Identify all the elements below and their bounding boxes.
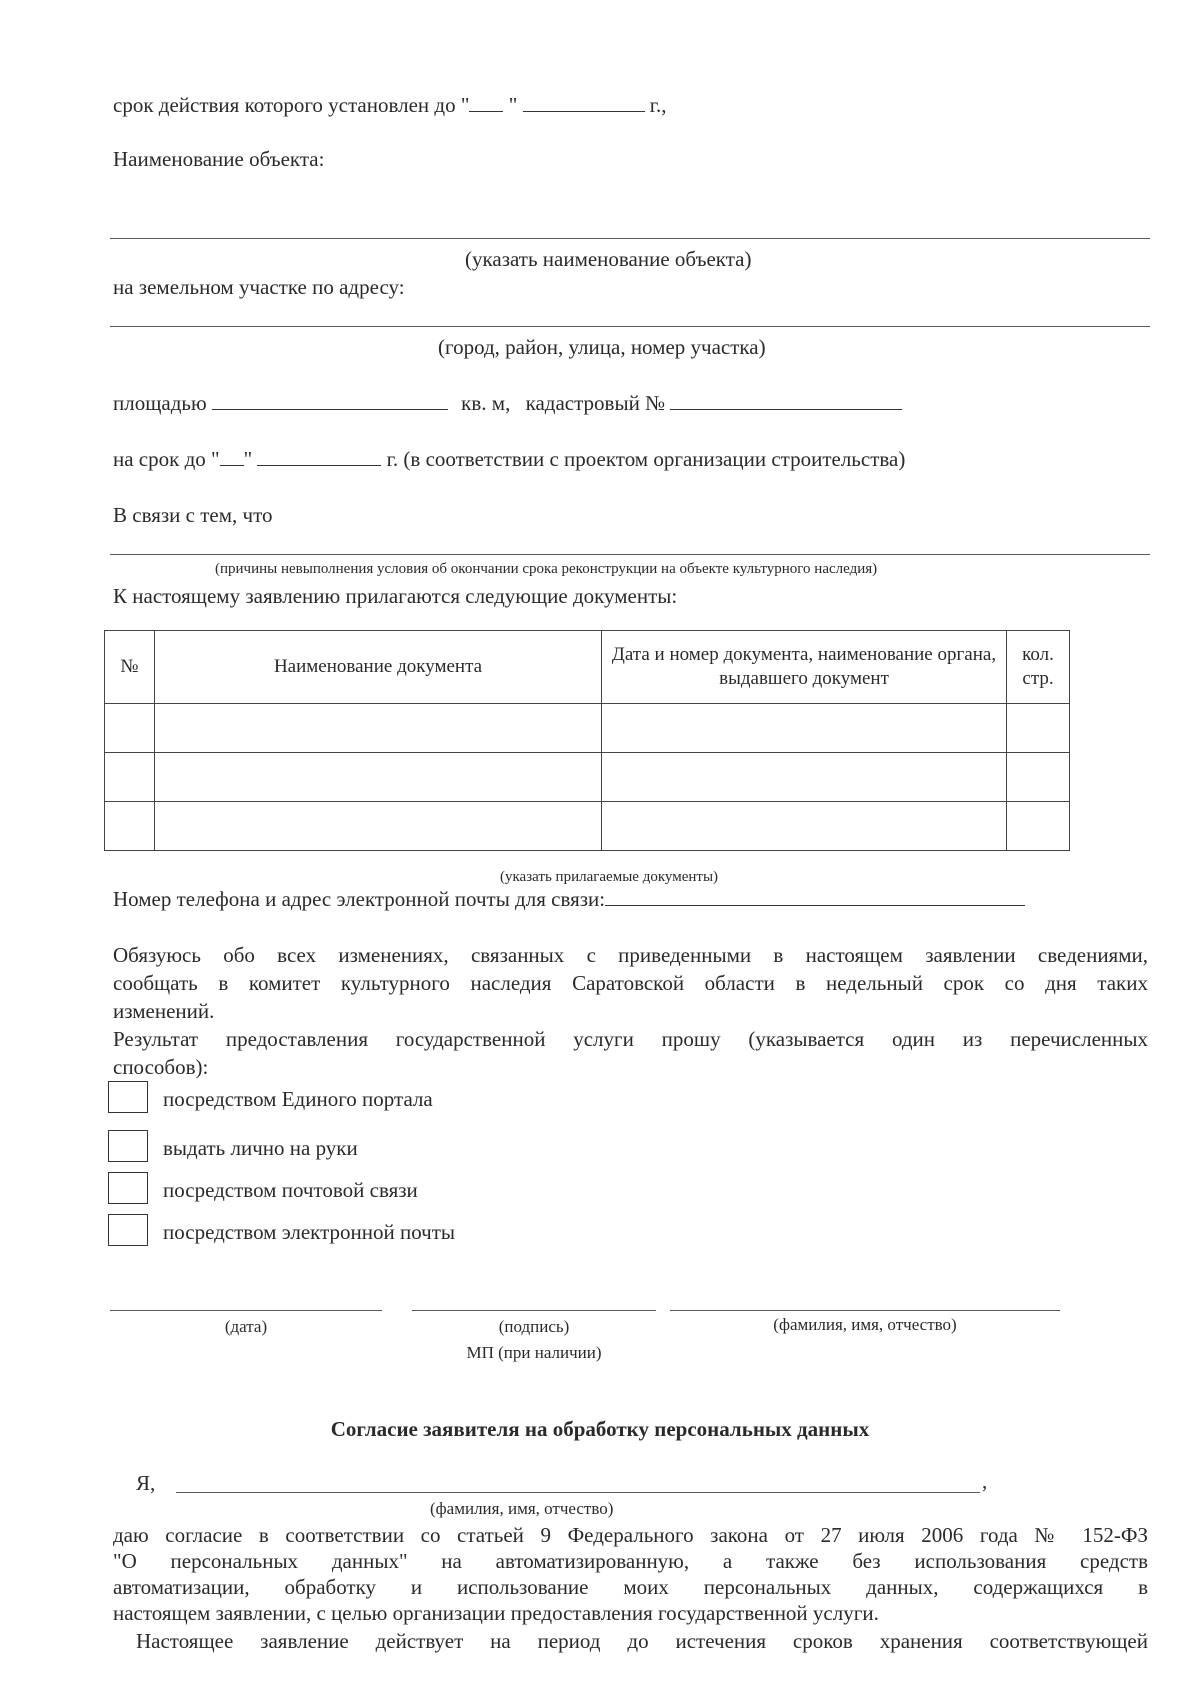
- table-header-row: [105, 631, 1070, 704]
- sign-caption: (подпись): [498, 1317, 570, 1336]
- object-label: Наименование объекта:: [113, 147, 325, 171]
- consent-line-4: настоящем заявлении, с целью организации предоставления государственной услуги.: [113, 1601, 879, 1625]
- term-quote-close: ": [243, 447, 253, 471]
- table-cell[interactable]: [105, 704, 155, 753]
- validity-line: [113, 92, 667, 118]
- option-email-checkbox[interactable]: [108, 1214, 148, 1246]
- obligation-line-1: Обязуюсь обо всех изменениях, связанных с приведенными в настоящем заявлении сведениями,: [113, 943, 1148, 967]
- cadastral-label: кадастровый №: [525, 391, 666, 415]
- table-cell[interactable]: [155, 802, 602, 851]
- consent-title: Согласие заявителя на обработку персональных данных: [330, 1417, 870, 1441]
- area-label: площадью: [113, 391, 207, 415]
- quote-open: ": [460, 93, 470, 117]
- validity-text: срок действия которого установлен до: [113, 93, 456, 117]
- address-hint: (город, район, улица, номер участка): [438, 335, 766, 359]
- name-caption-wrap: [670, 1316, 1060, 1334]
- contact-label: Номер телефона и адрес электронной почты для связи:: [113, 887, 606, 911]
- stamp-caption-wrap: [412, 1344, 656, 1362]
- consent-line-2: "О персональных данных" на автоматизированную, а также без использования средств: [113, 1549, 1148, 1573]
- col-pages: кол. стр.: [1007, 631, 1070, 704]
- term-prefix: на срок до ": [113, 447, 220, 471]
- contact-line: [113, 886, 1025, 912]
- date-line[interactable]: [110, 1310, 382, 1311]
- option-in-person-checkbox[interactable]: [108, 1130, 148, 1162]
- attachments-hint: (указать прилагаемые документы): [500, 869, 719, 885]
- quote-close: ": [508, 93, 518, 117]
- consent-i-label: Я,: [136, 1471, 156, 1495]
- table-row: [105, 753, 1070, 802]
- day-blank[interactable]: [469, 93, 503, 112]
- table-cell[interactable]: [1007, 802, 1070, 851]
- object-name-line[interactable]: [110, 238, 1150, 239]
- table-cell[interactable]: [105, 802, 155, 851]
- term-suffix: г. (в соответствии с проектом организации строительства): [386, 447, 906, 471]
- table-cell[interactable]: [155, 753, 602, 802]
- object-hint: (указать наименование объекта): [465, 247, 752, 271]
- attachments-intro: К настоящему заявлению прилагаются следующие документы:: [113, 584, 678, 608]
- year-suffix: г.,: [649, 93, 667, 117]
- date-caption: (дата): [224, 1317, 268, 1336]
- col-number: №: [105, 631, 155, 704]
- consent-line-3: автоматизации, обработку и использование моих персональных данных, содержащихся в: [113, 1575, 1148, 1599]
- reason-label: В связи с тем, что: [113, 503, 273, 527]
- option-in-person-label: выдать лично на руки: [163, 1136, 358, 1160]
- reason-hint: (причины невыполнения условия об окончании срока реконструкции на объекте культурного наследия): [215, 561, 878, 577]
- result-line-1: Результат предоставления государственной услуги прошу (указывается один из перечисленных: [113, 1027, 1148, 1051]
- table-cell[interactable]: [602, 704, 1007, 753]
- consent-comma: ,: [982, 1469, 988, 1493]
- sign-caption-wrap: [412, 1318, 656, 1336]
- obligation-line-3: изменений.: [113, 999, 215, 1023]
- reason-line[interactable]: [110, 554, 1150, 555]
- contact-blank[interactable]: [605, 887, 1025, 906]
- option-post-checkbox[interactable]: [108, 1172, 148, 1204]
- month-year-blank[interactable]: [523, 93, 645, 112]
- cadastral-blank[interactable]: [670, 391, 902, 410]
- table-row: [105, 802, 1070, 851]
- area-unit: кв. м,: [461, 391, 511, 415]
- attachments-table: [104, 630, 1070, 851]
- name-caption: (фамилия, имя, отчество): [773, 1315, 957, 1334]
- table-cell[interactable]: [1007, 753, 1070, 802]
- table-cell[interactable]: [602, 802, 1007, 851]
- consent-line-5: Настоящее заявление действует на период до истечения сроков хранения соответствующей: [136, 1629, 1148, 1653]
- table-cell[interactable]: [155, 704, 602, 753]
- address-line[interactable]: [110, 326, 1150, 327]
- address-label: на земельном участке по адресу:: [113, 275, 405, 299]
- col-doc-name: Наименование документа: [155, 631, 602, 704]
- result-line-2: способов):: [113, 1055, 209, 1079]
- table-row: [105, 704, 1070, 753]
- area-blank[interactable]: [212, 391, 448, 410]
- table-cell[interactable]: [602, 753, 1007, 802]
- consent-line-1: даю согласие в соответствии со статьей 9 Федерального закона от 27 июля 2006 года № 152-ФЗ: [113, 1523, 1148, 1547]
- signature-line[interactable]: [412, 1310, 656, 1311]
- obligation-line-2: сообщать в комитет культурного наследия Саратовской области в недельный срок со дня таких: [113, 971, 1148, 995]
- term-day-blank[interactable]: [220, 447, 244, 466]
- option-portal-checkbox[interactable]: [108, 1081, 148, 1113]
- stamp-caption: МП (при наличии): [466, 1343, 602, 1362]
- consent-name-hint: (фамилия, имя, отчество): [430, 1499, 614, 1518]
- option-email-label: посредством электронной почты: [163, 1220, 456, 1244]
- term-month-year-blank[interactable]: [257, 447, 381, 466]
- col-doc-date-number: Дата и номер документа, наименование органа, выдавшего документ: [602, 631, 1007, 704]
- table-cell[interactable]: [1007, 704, 1070, 753]
- table-cell[interactable]: [105, 753, 155, 802]
- term-line: [113, 446, 905, 472]
- option-portal-label: посредством Единого портала: [163, 1087, 433, 1111]
- date-caption-wrap: [110, 1318, 382, 1336]
- full-name-line[interactable]: [670, 1310, 1060, 1311]
- consent-name-line[interactable]: [176, 1492, 980, 1493]
- area-line: [113, 390, 902, 416]
- option-post-label: посредством почтовой связи: [163, 1178, 418, 1202]
